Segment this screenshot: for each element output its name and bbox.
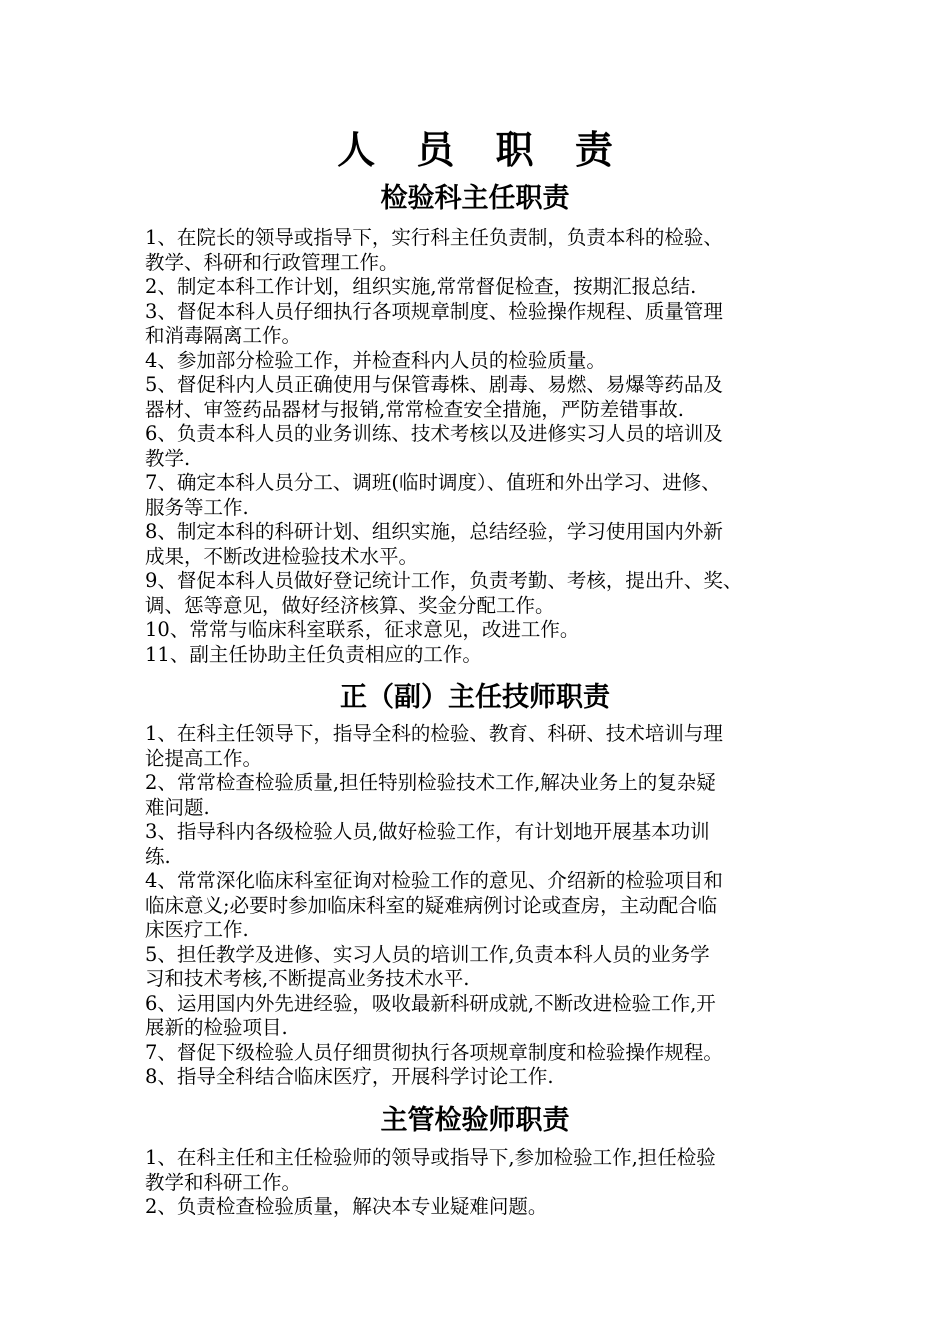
duty-item-line: 9、督促本科人员做好登记统计工作，负责考勤、考核，提出升、奖、 — [145, 569, 743, 592]
duty-item-line: 6、运用国内外先进经验，吸收最新科研成就,不断改进检验工作,开 — [145, 991, 716, 1015]
duty-item-line: 教学和科研工作。 — [145, 1170, 302, 1194]
duty-item-line: 2、制定本科工作计划，组织实施,常常督促检查，按期汇报总结. — [145, 275, 697, 298]
duty-item — [145, 1195, 825, 1220]
duty-item — [145, 722, 825, 771]
section-heading-chief-technologist: 正（副）主任技师职责 — [340, 682, 610, 713]
duty-item-line: 习和技术考核,不断提高业务技术水平. — [145, 967, 470, 990]
duty-item — [145, 943, 825, 992]
duty-item-line: 5、担任教学及进修、实习人员的培训工作,负责本科人员的业务学 — [145, 942, 710, 966]
duty-item-line: 调、惩等意见，做好经济核算、奖金分配工作。 — [145, 593, 555, 617]
duty-item-line: 8、制定本科的科研计划、组织实施，总结经验，学习使用国内外新 — [145, 520, 723, 543]
duty-item-line: 11、副主任协助主任负责相应的工作。 — [145, 642, 482, 666]
duty-item-line: 7、督促下级检验人员仔细贯彻执行各项规章制度和检验操作规程。 — [145, 1040, 723, 1064]
duty-item — [145, 349, 825, 374]
duty-item — [145, 869, 825, 943]
duty-item — [145, 471, 825, 520]
duty-item-line: 成果，不断改进检验技术水平。 — [145, 544, 419, 568]
duty-item-line: 8、指导全科结合临床医疗，开展科学讨论工作. — [145, 1065, 554, 1088]
section-body-chief-technologist — [145, 722, 825, 1090]
section-heading-supervisor-technologist: 主管检验师职责 — [380, 1105, 570, 1136]
duty-item-line: 1、在院长的领导或指导下，实行科主任负责制，负责本科的检验、 — [145, 226, 723, 249]
duty-item — [145, 520, 825, 569]
duty-item — [145, 275, 825, 300]
duty-item-line: 临床意义;必要时参加临床科室的疑难病例讨论或查房，主动配合临 — [145, 893, 718, 917]
duty-item-line: 2、常常检查检验质量,担任特别检验技术工作,解决业务上的复杂疑 — [145, 771, 716, 794]
duty-item-line: 服务等工作. — [145, 495, 249, 519]
duty-item — [145, 569, 825, 618]
duty-item — [145, 643, 825, 668]
section-body-supervisor-technologist — [145, 1146, 825, 1220]
duty-item-line: 3、督促本科人员仔细执行各项规章制度、检验操作规程、质量管理 — [145, 299, 723, 323]
duty-item — [145, 226, 825, 275]
duty-item-line: 床医疗工作. — [145, 918, 249, 941]
duty-item — [145, 820, 825, 869]
duty-item-line: 教学. — [145, 446, 191, 470]
duty-item — [145, 771, 825, 820]
duty-item — [145, 1041, 825, 1066]
section-body-director — [145, 226, 825, 667]
duty-item — [145, 300, 825, 349]
duty-item — [145, 1146, 825, 1195]
duty-item — [145, 618, 825, 643]
duty-item-line: 4、参加部分检验工作，并检查科内人员的检验质量。 — [145, 348, 606, 372]
duty-item-line: 器材、审签药品器材与报销,常常检查安全措施，严防差错事故. — [145, 397, 684, 421]
duty-item — [145, 992, 825, 1041]
duty-item-line: 1、在科主任和主任检验师的领导或指导下,参加检验工作,担任检验 — [145, 1146, 716, 1169]
duty-item-line: 和消毒隔离工作。 — [145, 324, 302, 347]
duty-item-line: 论提高工作。 — [145, 746, 263, 770]
duty-item-line: 教学、科研和行政管理工作。 — [145, 250, 399, 274]
duty-item-line: 3、指导科内各级检验人员,做好检验工作，有计划地开展基本功训 — [145, 820, 710, 843]
duty-item-line: 10、常常与临床科室联系，征求意见，改进工作。 — [145, 618, 580, 641]
section-heading-director: 检验科主任职责 — [380, 183, 570, 214]
document-title: 人 员 职 责 — [337, 127, 627, 172]
duty-item-line: 7、确定本科人员分工、调班(临时调度）、值班和外出学习、进修、 — [145, 471, 721, 494]
duty-item-line: 练. — [145, 844, 171, 868]
duty-item-line: 5、督促科内人员正确使用与保管毒株、剧毒、易燃、易爆等药品及 — [145, 373, 723, 396]
duty-item — [145, 373, 825, 422]
duty-item-line: 展新的检验项目. — [145, 1016, 288, 1039]
duty-item-line: 4、常常深化临床科室征询对检验工作的意见、介绍新的检验项目和 — [145, 869, 723, 892]
duty-item — [145, 422, 825, 471]
duty-item-line: 2、负责检查检验质量，解决本专业疑难问题。 — [145, 1195, 548, 1218]
duty-item — [145, 1065, 825, 1090]
duty-item-line: 6、负责本科人员的业务训练、技术考核以及进修实习人员的培训及 — [145, 422, 723, 445]
duty-item-line: 难问题. — [145, 795, 210, 819]
duty-item-line: 1、在科主任领导下，指导全科的检验、教育、科研、技术培训与理 — [145, 722, 723, 745]
